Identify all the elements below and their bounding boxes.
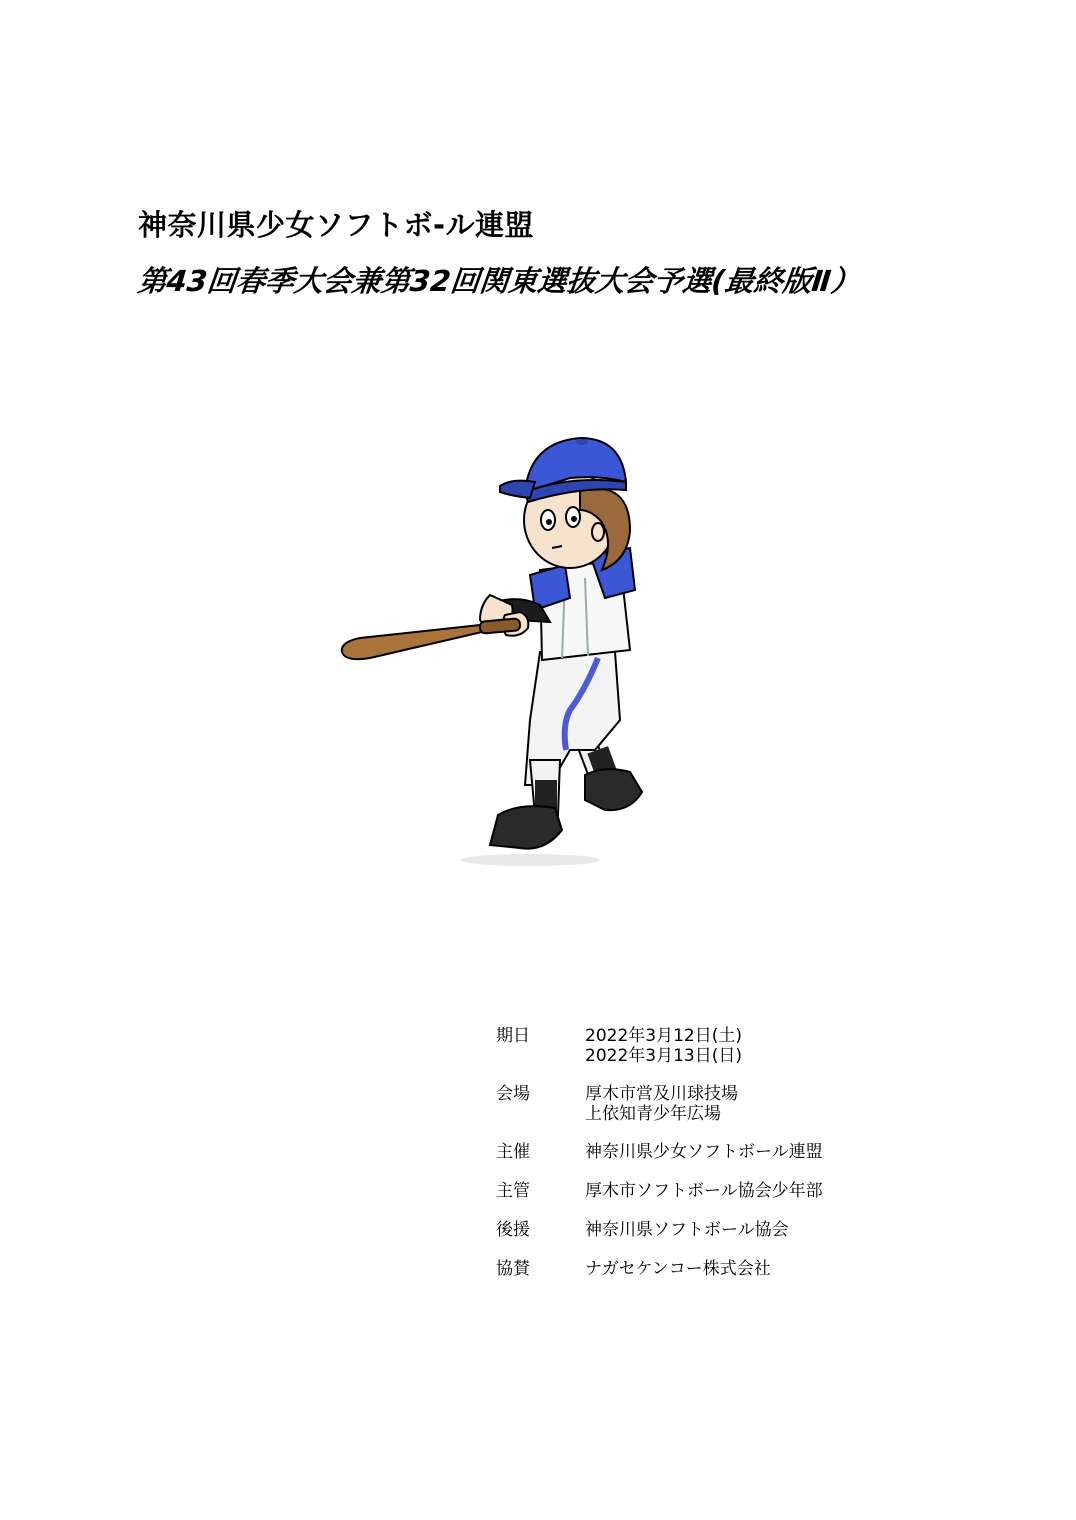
detail-row-venue [496, 1084, 823, 1124]
detail-row-organizer [496, 1142, 823, 1163]
detail-label: 後援 [496, 1220, 530, 1240]
detail-row-date [496, 1026, 823, 1066]
detail-value: ナガセケンコー株式会社 [585, 1259, 771, 1279]
detail-value: 神奈川県少女ソフトボール連盟 [585, 1142, 823, 1162]
detail-label: 主催 [496, 1142, 530, 1162]
detail-row-sponsor [496, 1259, 823, 1280]
detail-values [585, 1181, 823, 1202]
event-details [496, 1026, 823, 1298]
detail-label: 期日 [496, 1026, 530, 1046]
detail-value: 厚木市ソフトボール協会少年部 [585, 1181, 823, 1201]
detail-value: 神奈川県ソフトボール協会 [585, 1220, 789, 1240]
detail-value: 2022年3月13日(日) [585, 1046, 742, 1066]
detail-value: 上依知青少年広場 [585, 1104, 721, 1124]
detail-values [585, 1142, 823, 1163]
detail-value: 厚木市営及川球技場 [585, 1084, 738, 1104]
detail-values [585, 1220, 789, 1241]
detail-label: 協賛 [496, 1259, 530, 1279]
detail-row-support [496, 1220, 823, 1241]
detail-label: 会場 [496, 1084, 530, 1104]
organization-title: 神奈川県少女ソフトボ-ル連盟 [138, 208, 535, 242]
detail-row-management [496, 1181, 823, 1202]
detail-label: 主管 [496, 1181, 530, 1201]
event-title: 第43回春季大会兼第32回関東選抜大会予選(最終版Ⅱ） [136, 264, 862, 298]
detail-values [585, 1026, 742, 1066]
baseball-batter-illustration [330, 420, 670, 880]
detail-values [585, 1259, 771, 1280]
detail-values [585, 1084, 738, 1124]
detail-value: 2022年3月12日(土) [585, 1026, 742, 1046]
